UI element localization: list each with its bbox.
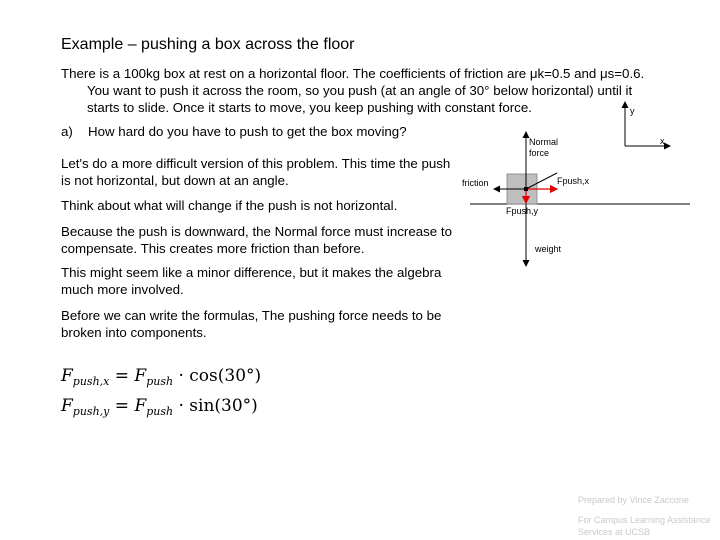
question-text: How hard do you have to push to get the box moving? [88,124,407,139]
component-equations [61,364,261,424]
normal-force-label-line2: force [529,148,550,158]
y-axis-label: y [630,106,635,116]
fpush-y-label: Fpush,y [506,206,539,216]
friction-label: friction [462,178,489,188]
paragraph-algebra: This might seem like a minor difference, but it makes the algebra much more involved. [61,265,442,297]
box-center-dot [524,187,528,191]
question-a [61,124,407,139]
page-title: Example – pushing a box across the floor [61,36,355,53]
paragraph-think: Think about what will change if the push is not horizontal. [61,198,398,213]
intro-line-2: You want to push it across the room, so you push (at an angle of 30° below horizontal) until it [87,83,633,98]
free-body-diagram [440,90,700,280]
question-label: a) [61,124,73,139]
paragraph-components: Before we can write the formulas, The pushing force needs to be broken into components. [61,308,442,340]
fpush-x-label: Fpush,x [557,176,590,186]
paragraph-harder-version: Let's do a more difficult version of this problem. This time the push is not horizontal, but down at an angle. [61,156,451,188]
equation-fpush-y: $F_{push,y} = F_{push} \cdot \sin(30^\circ)$ [61,396,258,418]
footer-credit: Prepared by Vince Zaccone [578,495,689,505]
normal-force-label-line1: Normal [529,137,559,147]
intro-line-3: starts to slide. Once it starts to move, you keep pushing with constant force. [87,100,532,115]
equation-fpush-x: $F_{push,x} = F_{push} \cdot \cos(30^\circ)$ [61,366,262,388]
footer-org: For Campus Learning Assistance Services at UCSB [578,515,711,537]
weight-label: weight [535,244,562,254]
intro-line-1: There is a 100kg box at rest on a horizontal floor. The coefficients of friction are μk=0.5 and μs=0.6. [61,66,645,81]
x-axis-label: x [660,136,665,146]
paragraph-normal-force: Because the push is downward, the Normal force must increase to compensate. This creates more friction than before. [61,224,452,256]
